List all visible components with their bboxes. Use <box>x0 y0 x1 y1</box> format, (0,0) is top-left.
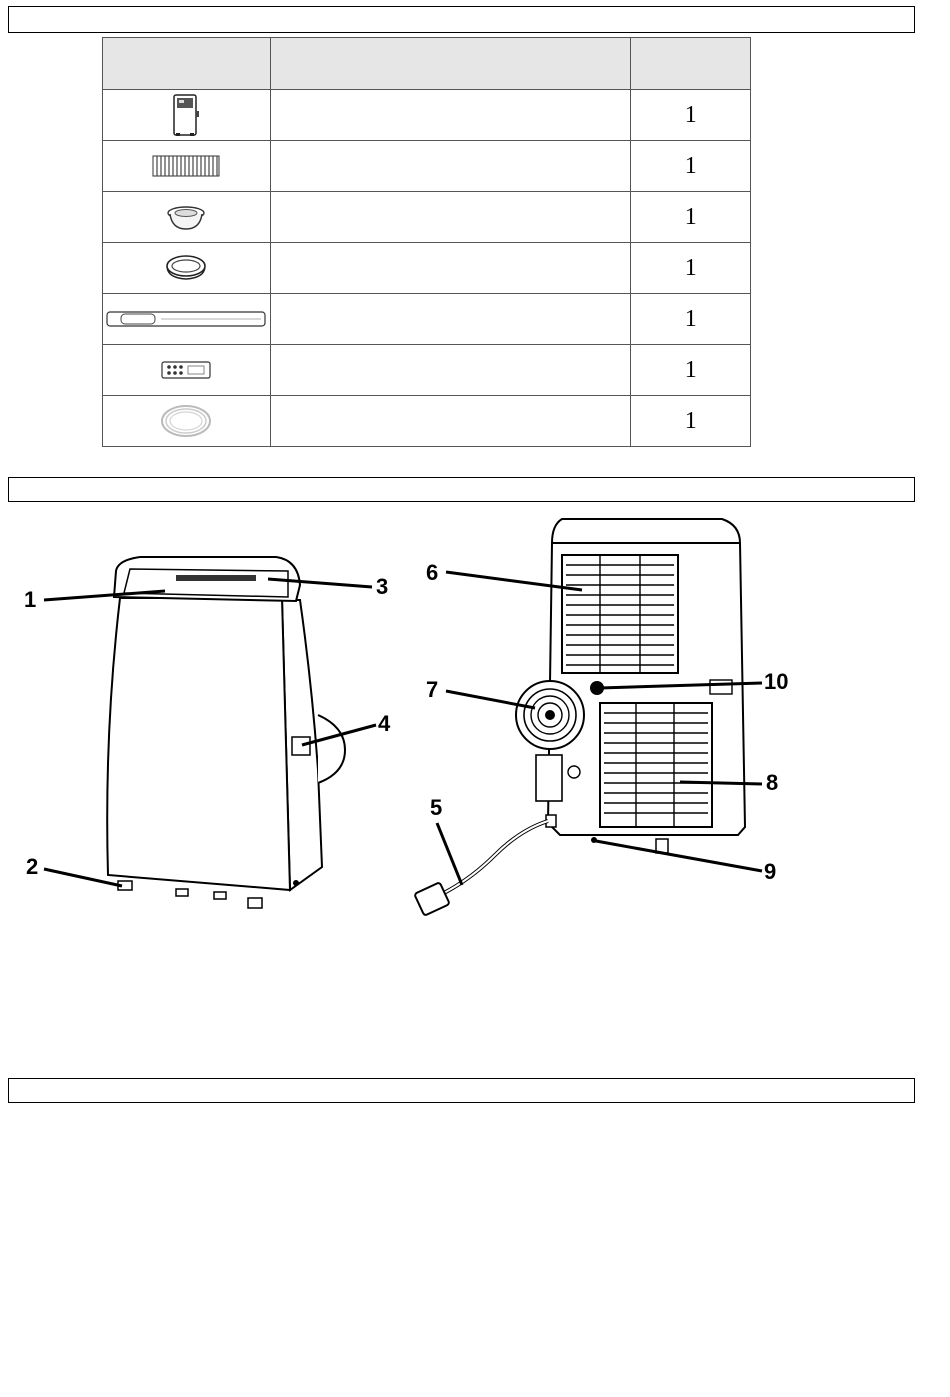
window-slide-kit-icon <box>103 294 271 345</box>
remote-control-icon <box>103 345 271 396</box>
callout-number: 4 <box>378 711 391 736</box>
callout-number: 1 <box>24 587 37 612</box>
parts-list-table <box>102 37 751 447</box>
drain-tube-icon <box>103 396 271 447</box>
callout-number: 2 <box>26 854 39 879</box>
exhaust-hose-icon <box>103 141 271 192</box>
header-cell-description <box>270 38 630 90</box>
table-row <box>103 345 751 396</box>
callout-number: 7 <box>426 677 439 702</box>
table-row <box>103 294 751 345</box>
callout-number: 5 <box>430 795 443 820</box>
table-row <box>103 192 751 243</box>
quantity-value: 1 <box>631 345 751 396</box>
callout-number: 8 <box>766 770 779 795</box>
table-header-row <box>103 38 751 90</box>
rear-view-unit <box>414 519 745 916</box>
quantity-value: 1 <box>631 141 751 192</box>
header-cell-quantity <box>631 38 751 90</box>
callout-number: 6 <box>426 560 439 585</box>
callout-number: 3 <box>376 574 389 599</box>
header-cell-image <box>103 38 271 90</box>
section-header-bar <box>8 6 915 33</box>
section-header-bar <box>8 1078 915 1103</box>
callout-number: 10 <box>764 669 789 694</box>
table-row <box>103 396 751 447</box>
quantity-value: 1 <box>631 243 751 294</box>
front-view-unit <box>107 557 345 908</box>
hose-connector-icon <box>103 243 271 294</box>
quantity-value: 1 <box>631 294 751 345</box>
quantity-value: 1 <box>631 90 751 141</box>
air-conditioner-unit-icon <box>103 90 271 141</box>
table-row <box>103 90 751 141</box>
quantity-value: 1 <box>631 396 751 447</box>
table-row <box>103 141 751 192</box>
section-header-bar <box>8 477 915 502</box>
table-row <box>103 243 751 294</box>
unit-parts-diagram <box>0 505 950 925</box>
quantity-value: 1 <box>631 192 751 243</box>
hose-adapter-icon <box>103 192 271 243</box>
callout-number: 9 <box>764 859 777 884</box>
